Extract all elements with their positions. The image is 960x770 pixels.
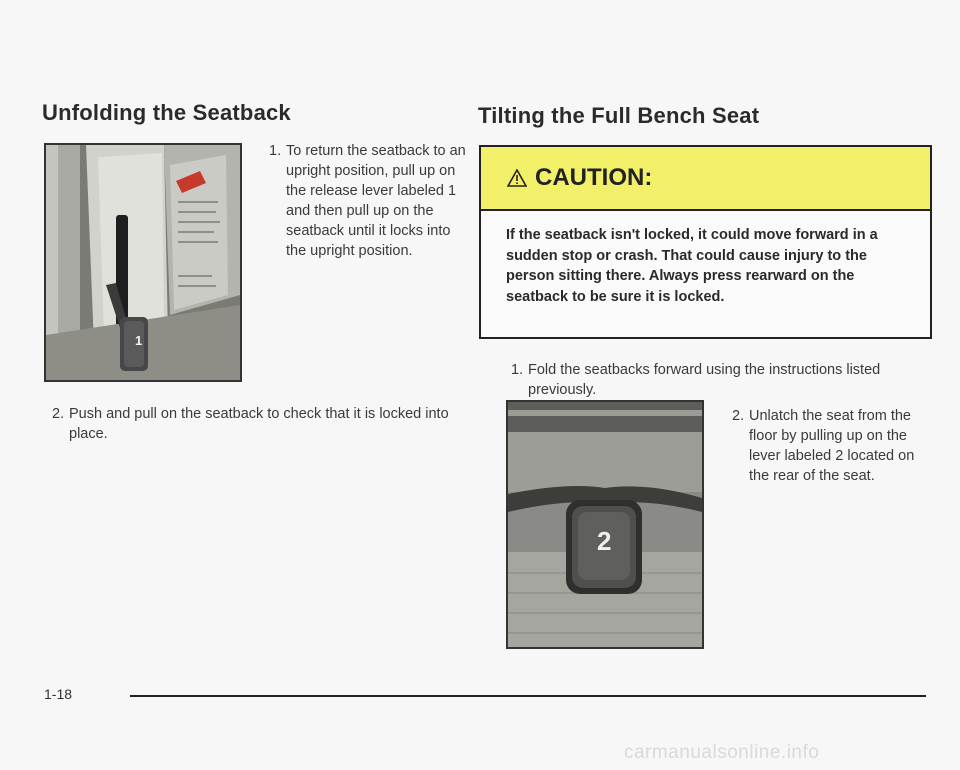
step-text: Fold the seatbacks forward using the instructions listed previously. [528,362,881,398]
section-heading-unfolding: Unfolding the Seatback [42,100,291,125]
seatback-photo-illustration [46,145,240,380]
caution-band [481,147,930,211]
lever-label-1: 1 [135,333,143,348]
caution-body: If the seatback isn't locked, it could move forward in a sudden stop or crash. That could cause injury to the person sitting there. Always press rearward on the seatback to be sure it is locked. [506,227,878,305]
page-number: 1-18 [44,686,73,702]
step-text: To return the seatback to an upright position, pull up on the release lever labeled 1 and then pull up on the seatback until it locks into the upright position. [286,143,466,259]
step-tilt-1 [511,360,931,400]
step-number: 2. [732,408,745,424]
caution-box [479,145,932,339]
step-unfold-2 [52,404,462,444]
warning-triangle-icon [507,169,527,187]
footer-rule [130,695,926,697]
lever-label-2: 2 [597,526,612,556]
step-unfold-1 [269,141,469,261]
caution-title-text: CAUTION: [535,164,653,191]
caution-title [507,164,652,192]
watermark: carmanualsonline.info [624,742,820,763]
seatback-lever-photo [44,143,242,382]
step-number: 1. [511,362,524,378]
step-number: 2. [52,406,65,422]
step-text: Unlatch the seat from the floor by pulling up on the lever labeled 2 located on the rear of the seat. [749,408,915,484]
step-number: 1. [269,143,282,159]
step-tilt-2 [732,406,932,486]
step-text: Push and pull on the seatback to check that it is locked into place. [69,406,449,442]
floor-latch-photo-illustration [508,402,702,647]
section-heading-tilting: Tilting the Full Bench Seat [478,103,760,128]
floor-latch-lever-photo [506,400,704,649]
